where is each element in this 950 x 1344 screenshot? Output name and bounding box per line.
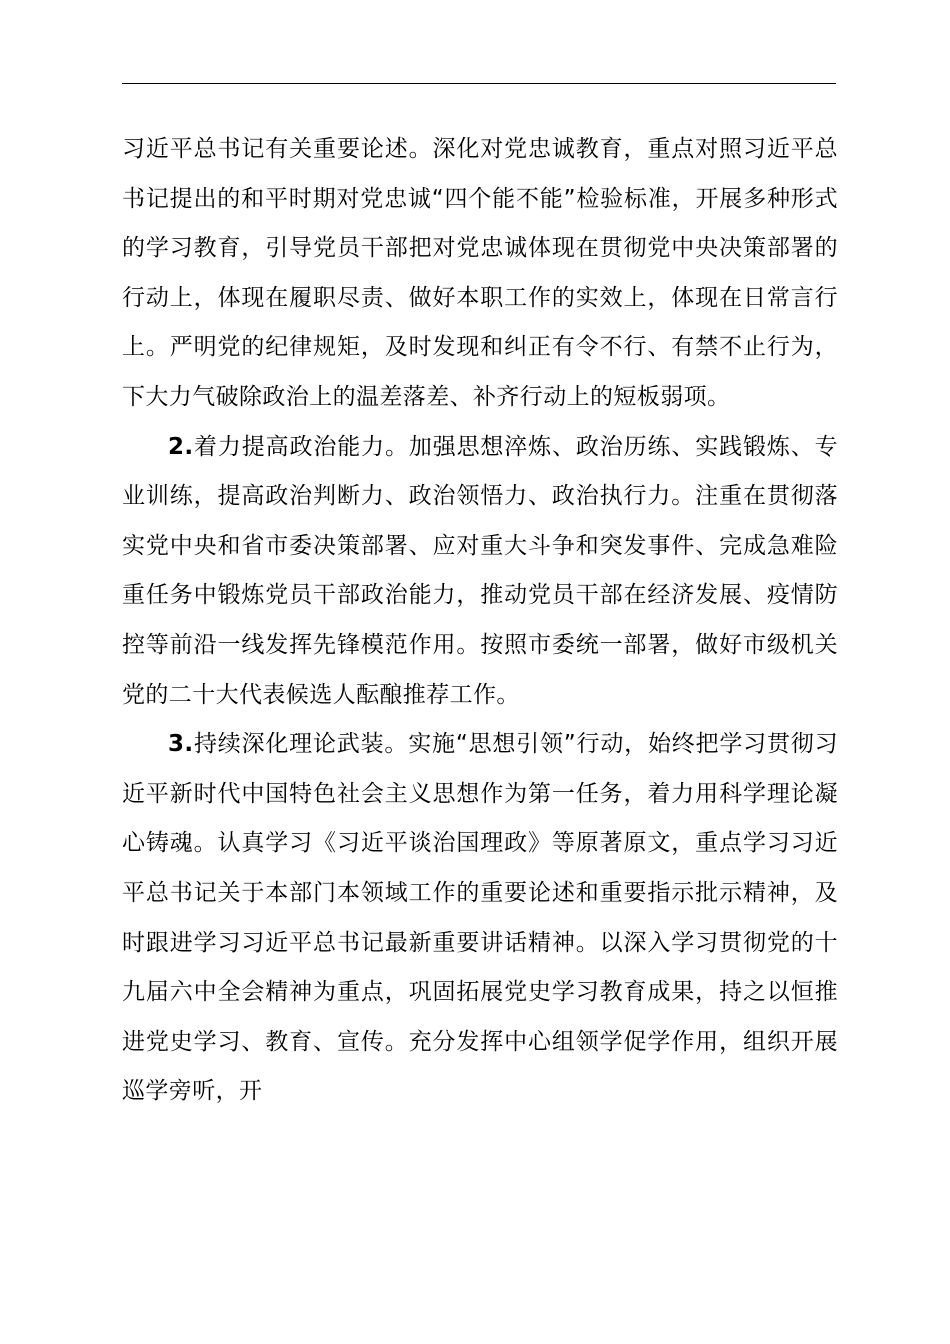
paragraph-text: 习近平总书记有关重要论述。深化对党忠诚教育，重点对照习近平总书记提出的和平时期对党忠诚“四个能不能”检验标准，开展多种形式的学习教育，引导党员干部把对党忠诚体现在贯彻党中央决策部署的行动上，体现在履职尽责、做好本职工作的实效上，体现在日常言行上。严明党的纪律规矩，及时发现和纠正有令不行、有禁不止行为，下大力气破除政治上的温差落差、补齐行动上的短板弱项。 (122, 136, 838, 410)
paragraph-number: 3. (168, 731, 194, 758)
paragraph-text: 持续深化理论武装。实施“思想引领”行动，始终把学习贯彻习近平新时代中国特色社会主义思想作为第一任务，着力用科学理论凝心铸魂。认真学习《习近平谈治国理政》等原著原文，重点学习习近平总书记关于本部门本领域工作的重要论述和重要指示批示精神，及时跟进学习习近平总书记最新重要讲话精神。以深入学习贯彻党的十九届六中全会精神为重点，巩固拓展党史学习教育成果，持之以恒推进党史学习、教育、宣传。充分发挥中心组领学促学作用，组织开展巡学旁听，开 (122, 731, 838, 1105)
paragraph-item-3 (122, 720, 838, 1117)
header-rule (122, 83, 836, 84)
paragraph-item-2 (122, 423, 838, 721)
paragraph-continuation (122, 125, 838, 423)
paragraph-text: 着力提高政治能力。加强思想淬炼、政治历练、实践锻炼、专业训练，提高政治判断力、政治领悟力、政治执行力。注重在贯彻落实党中央和省市委决策部署、应对重大斗争和突发事件、完成急难险重任务中锻炼党员干部政治能力，推动党员干部在经济发展、疫情防控等前沿一线发挥先锋模范作用。按照市委统一部署，做好市级机关党的二十大代表候选人酝酿推荐工作。 (122, 433, 838, 708)
document-body (122, 125, 838, 1117)
paragraph-number: 2. (168, 433, 194, 460)
